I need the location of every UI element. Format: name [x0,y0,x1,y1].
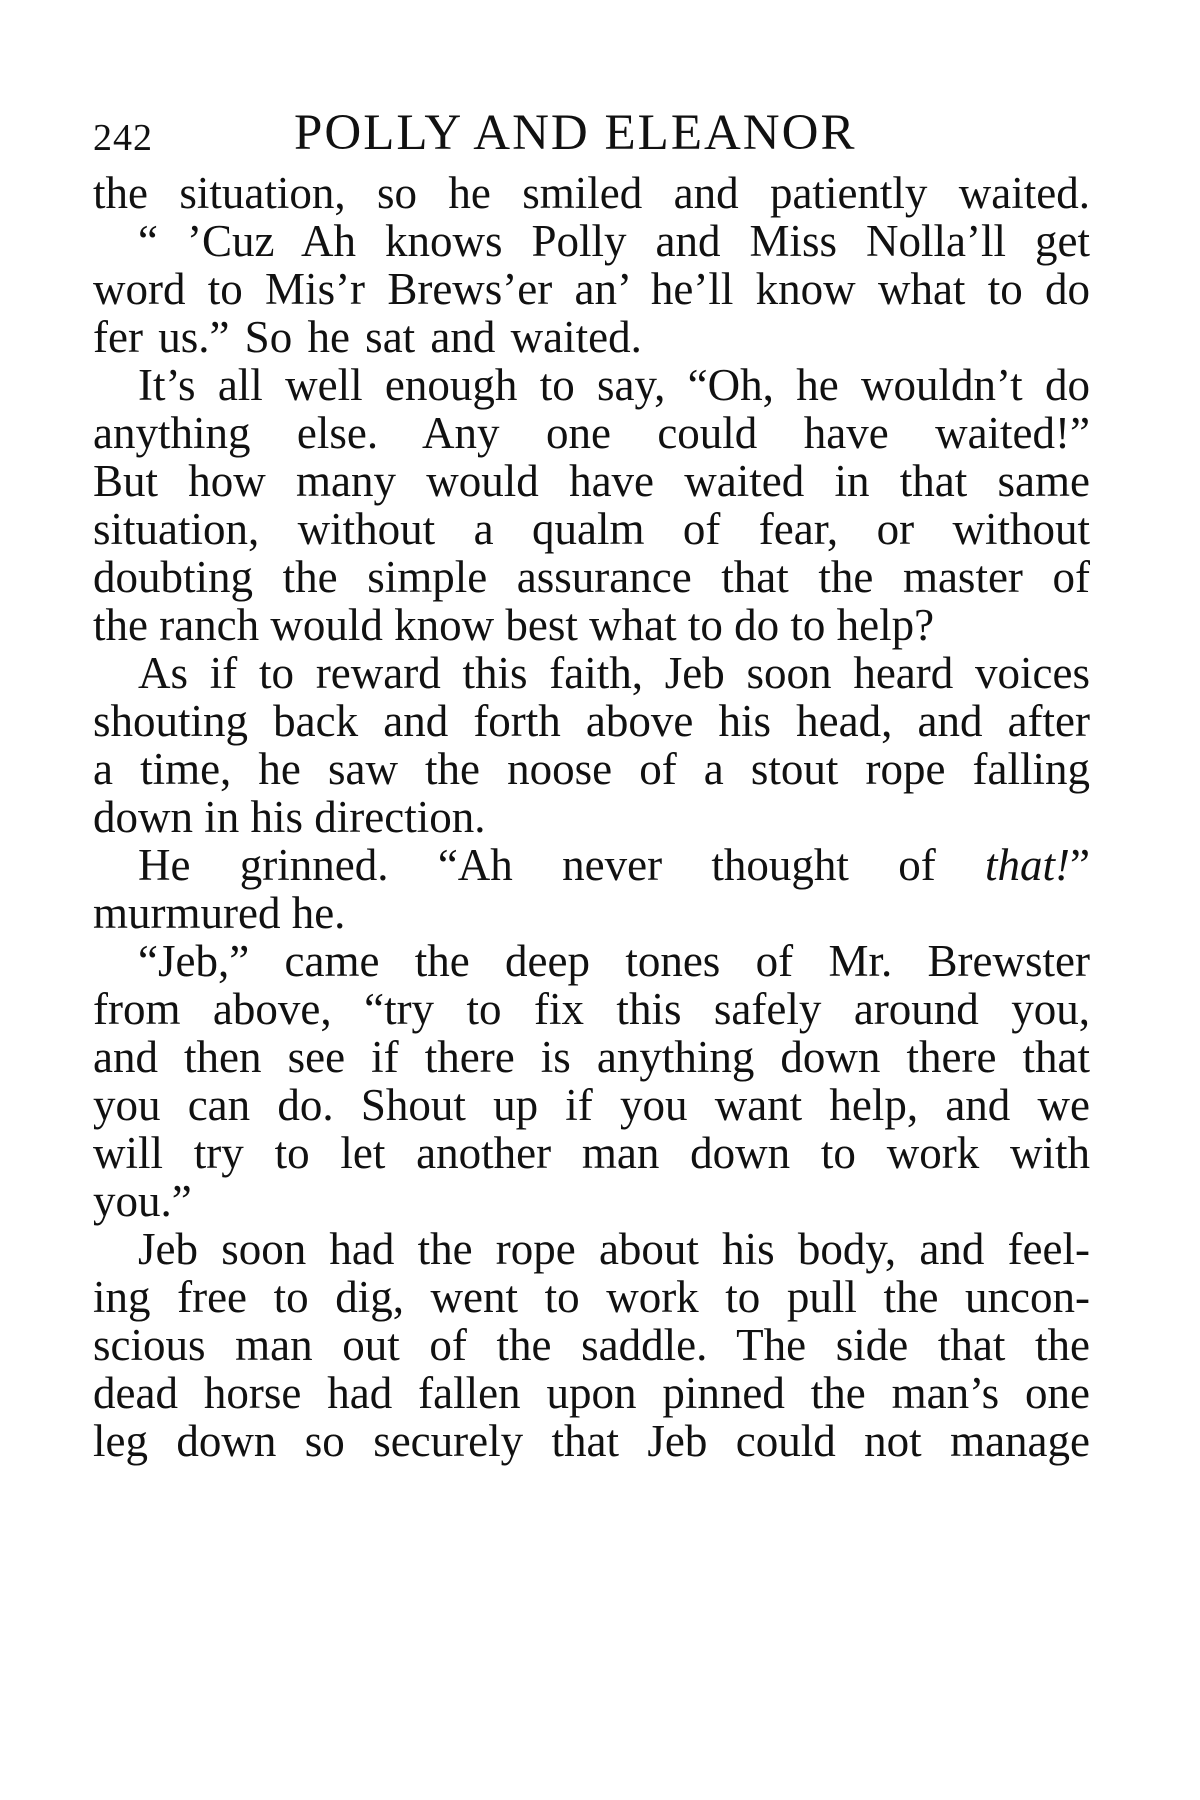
text-line: doubting the simple assurance that the master of [93,552,1090,602]
text-line: leg down so securely that Jeb could not manage [93,1416,1090,1466]
text-line: you.” [93,1176,192,1226]
text-line: shouting back and forth above his head, and after [93,696,1090,746]
running-head: POLLY AND ELEANOR [294,105,857,161]
text-line: “ ’Cuz Ah knows Polly and Miss Nolla’ll get [138,216,1090,266]
text-line: Jeb soon had the rope about his body, and feel- [138,1224,1090,1274]
text-line: It’s all well enough to say, “Oh, he wouldn’t do [138,360,1090,410]
text-line: a time, he saw the noose of a stout rope falling [93,744,1090,794]
text-line: situation, without a qualm of fear, or without [93,504,1090,554]
text-line: from above, “try to fix this safely around you, [93,984,1090,1034]
text-line: scious man out of the saddle. The side that the [93,1320,1090,1370]
text-line: As if to reward this faith, Jeb soon heard voices [138,648,1090,698]
text-line: and then see if there is anything down there that [93,1032,1090,1082]
text-line: word to Mis’r Brews’er an’ he’ll know what to do [93,264,1090,314]
text-line: dead horse had fallen upon pinned the man’s one [93,1368,1090,1418]
text-line: anything else. Any one could have waited!” [93,408,1090,458]
text-line: But how many would have waited in that same [93,456,1090,506]
text-line: will try to let another man down to work with [93,1128,1090,1178]
text-line [138,840,1090,890]
text-line: the ranch would know best what to do to help? [93,600,935,650]
text-segment: ” [1070,840,1091,890]
text-line: ing free to dig, went to work to pull the uncon- [93,1272,1090,1322]
text-line: murmured he. [93,888,346,938]
text-line: fer us.” So he sat and waited. [93,312,642,362]
text-line: you can do. Shout up if you want help, and we [93,1080,1090,1130]
text-line: “Jeb,” came the deep tones of Mr. Brewster [138,936,1090,986]
page-header [93,104,1093,174]
text-line: down in his direction. [93,792,486,842]
italic-text: that! [985,840,1071,890]
text-segment: He grinned. “Ah never thought of [138,840,936,890]
page-number: 242 [93,117,153,159]
text-line: the situation, so he smiled and patiently waited. [93,168,1090,218]
